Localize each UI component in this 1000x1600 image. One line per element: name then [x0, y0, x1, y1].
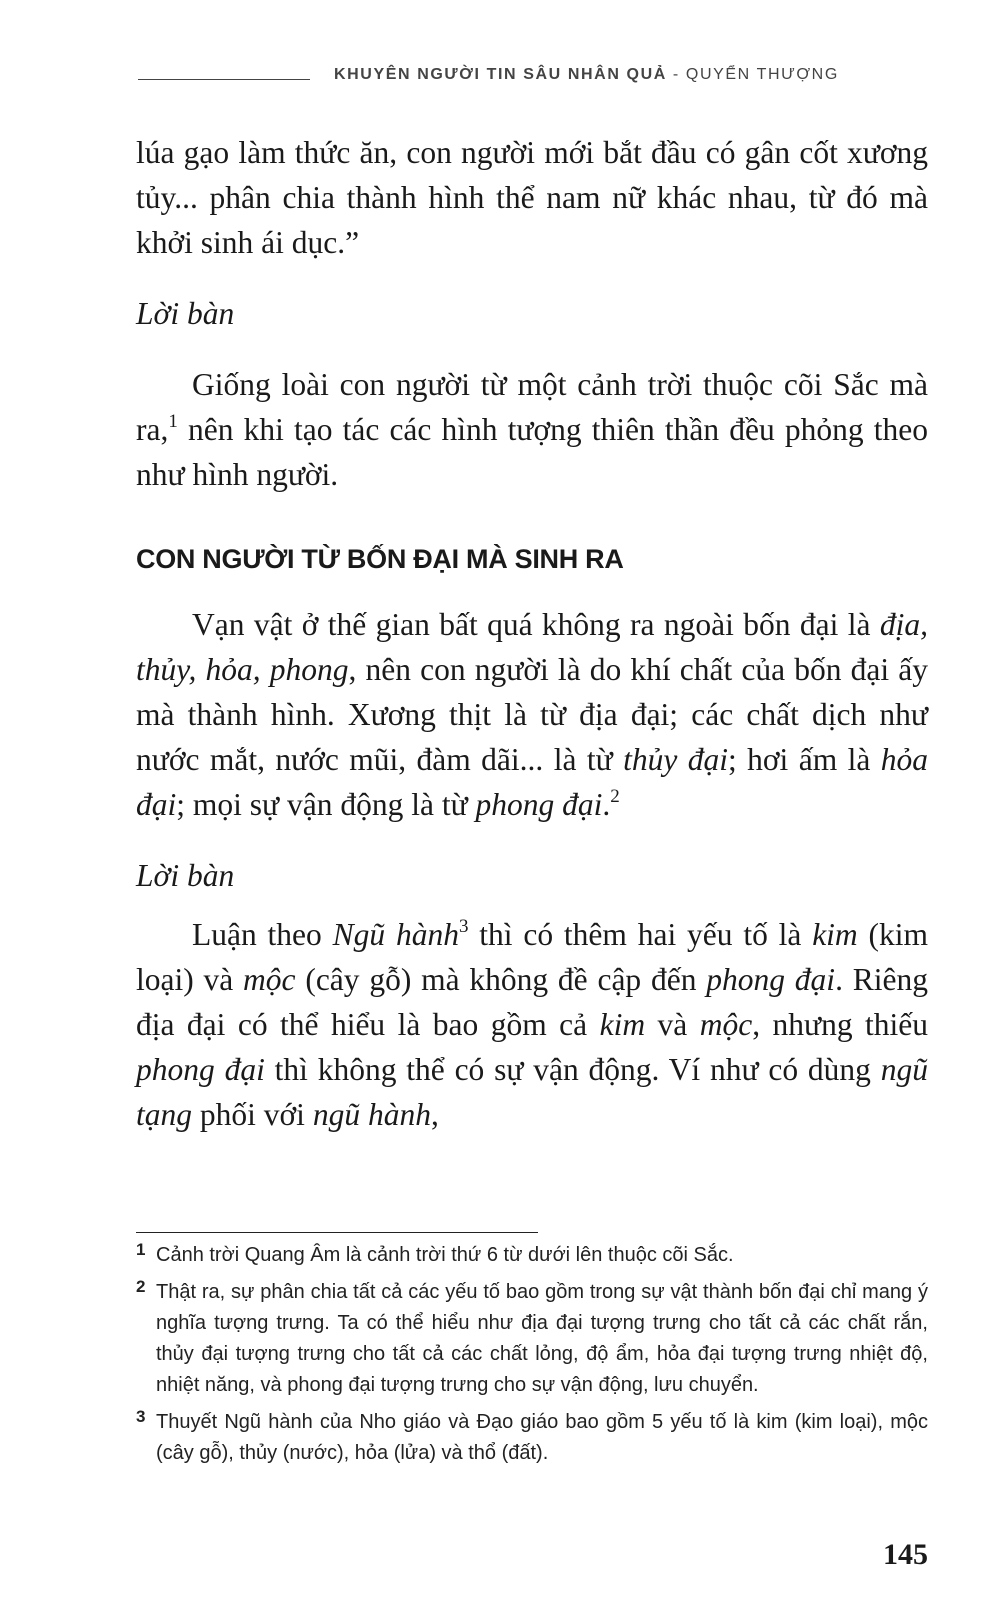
paragraph-4-text: (cây gỗ) mà không đề cập đến [295, 962, 707, 997]
paragraph-3-italic: phong đại [475, 787, 603, 822]
paragraph-1: lúa gạo làm thức ăn, con người mới bắt đầu có gân cốt xương tủy... phân chia thành hình thể nam nữ khác nhau, từ đó mà khởi sinh ái dục.” [136, 135, 928, 260]
paragraph-4-italic: phong đại [706, 962, 836, 997]
header-title [334, 66, 839, 84]
paragraph-4-italic: kim [599, 1007, 646, 1042]
paragraph-3 [136, 602, 928, 827]
footnote-text: Thuyết Ngũ hành của Nho giáo và Đạo giáo bao gồm 5 yếu tố là kim (kim loại), mộc (cây gỗ), thủy (nước), hỏa (lửa) và thổ (đất). [156, 1411, 928, 1464]
paragraph-4-italic: kim [812, 917, 858, 952]
commentary-label-1: Lời bàn [136, 296, 235, 331]
paragraph-4-text: , nhưng thiếu [752, 1007, 929, 1042]
paragraph-4-text: và [645, 1007, 700, 1042]
paragraph-4-text: , [430, 1097, 439, 1132]
footnote-ref-3[interactable]: 3 [458, 916, 469, 937]
paragraph-4-text: thì không thể có sự vận động. Ví như có dùng [264, 1052, 881, 1087]
paragraph-3-text: ; mọi sự vận động là từ [176, 787, 476, 822]
footnote-ref-2[interactable]: 2 [610, 786, 620, 807]
footnote-number: 1 [136, 1240, 146, 1259]
paragraph-4-text: thì có thêm hai yếu tố là [468, 917, 813, 952]
paragraph-4-italic: phong đại [136, 1052, 265, 1087]
section-heading: CON NGƯỜI TỪ BỐN ĐẠI MÀ SINH RA [136, 544, 624, 574]
paragraph-3-text: , nên con người là do khí chất của bốn đại ấy mà thành hình. Xương thịt là từ địa đại; các chất dịch như nước mắt, nước mũi, đàm dãi... là từ [136, 652, 928, 777]
book-title: KHUYÊN NGƯỜI TIN SÂU NHÂN QUẢ [334, 66, 667, 83]
page-number: 145 [883, 1538, 928, 1571]
paragraph-4-text: Luận theo [192, 917, 333, 952]
paragraph-3-text: ; hơi ấm là [727, 742, 881, 777]
paragraph-4-italic: mộc [699, 1007, 753, 1042]
paragraph-3-italic: địa, thủy, hỏa, phong [136, 607, 928, 687]
paragraph-4-text: (kim loại) và [136, 917, 929, 997]
footnote-number: 2 [136, 1277, 146, 1296]
paragraph-4-italic: mộc [243, 962, 296, 997]
paragraph-3-text: Vạn vật ở thế gian bất quá không ra ngoài bốn đại là [192, 607, 880, 642]
paragraph-4-italic: Ngũ hành [332, 917, 459, 952]
footnote-text: Thật ra, sự phân chia tất cả các yếu tố bao gồm trong sự vật thành bốn đại chỉ mang ý nghĩa tượng trưng. Ta có thể hiểu như địa đại tượng trưng cho tất cả các chất rắn, thủy đại tượng trưng cho tất cả các chất lỏng, độ ẩm, hỏa đại tượng trưng nhiệt độ, nhiệt năng, và phong đại tượng trưng cho sự vận động, lưu chuyển. [156, 1281, 928, 1396]
paragraph-4-text: . Riêng địa đại có thể hiểu là bao gồm cả [136, 962, 928, 1042]
footnotes [136, 1240, 928, 1475]
paragraph-4-text: phối với [192, 1097, 313, 1132]
paragraph-3-italic: hỏa đại [136, 742, 928, 822]
running-header [138, 60, 928, 90]
paragraph-2-part-b: nên khi tạo tác các hình tượng thiên thần đều phỏng theo như hình người. [136, 412, 928, 492]
header-rule [138, 79, 310, 80]
footnote-1 [136, 1240, 928, 1271]
footnote-text: Cảnh trời Quang Âm là cảnh trời thứ 6 từ dưới lên thuộc cõi Sắc. [156, 1244, 734, 1266]
paragraph-4-italic: ngũ hành [312, 1097, 431, 1132]
footnote-divider [136, 1232, 538, 1233]
paragraph-4 [136, 912, 928, 1137]
paragraph-2 [136, 362, 928, 497]
volume-title: QUYỂN THƯỢNG [685, 66, 839, 83]
footnote-3 [136, 1407, 928, 1469]
paragraph-3-text: . [602, 787, 611, 822]
footnote-2 [136, 1277, 928, 1401]
footnote-ref-1[interactable]: 1 [168, 411, 178, 432]
paragraph-3-italic: thủy đại [623, 742, 728, 777]
commentary-label-2: Lời bàn [136, 858, 235, 893]
paragraph-4-italic: ngũ tạng [136, 1052, 928, 1132]
header-separator: - [666, 66, 686, 83]
main-text [136, 130, 928, 1137]
paragraph-2-part-a: Giống loài con người từ một cảnh trời thuộc cõi Sắc mà ra, [136, 367, 928, 447]
footnote-number: 3 [136, 1407, 146, 1426]
